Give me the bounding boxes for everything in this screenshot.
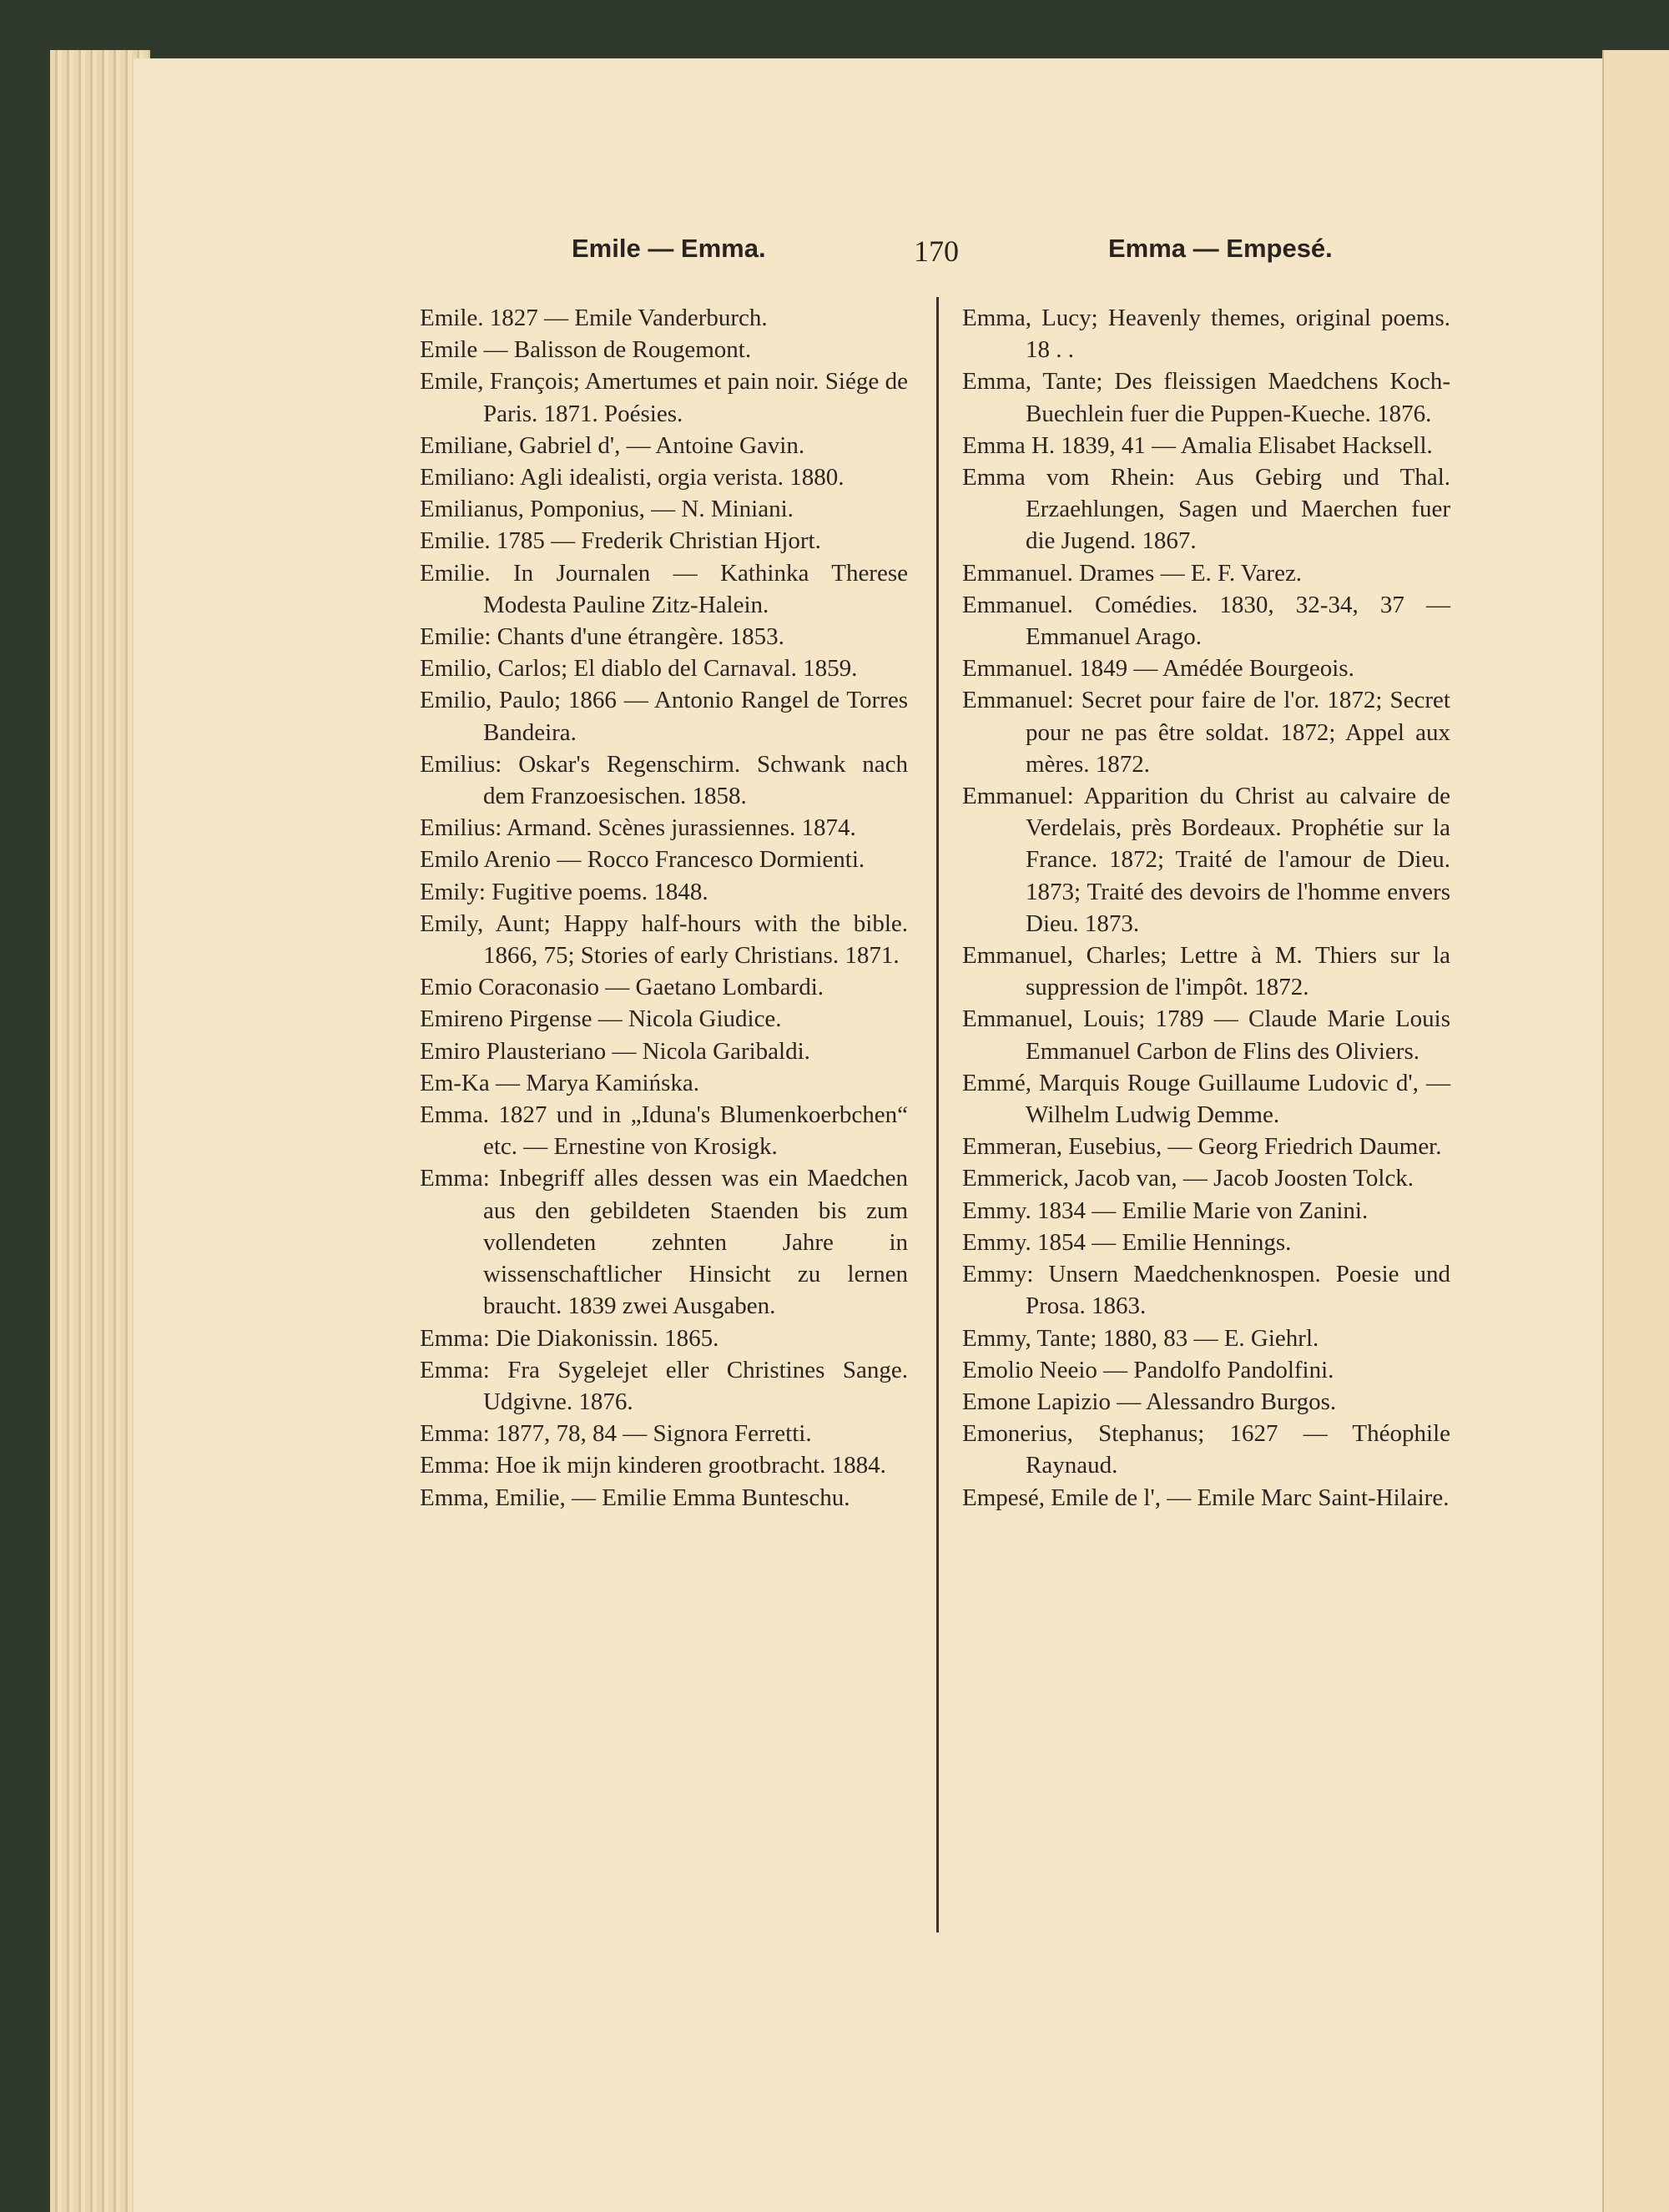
index-entry: Emma: 1877, 78, 84 — Signora Ferretti. bbox=[420, 1420, 812, 1448]
index-entry: Emmanuel, Louis; 1789 — Claude Marie Louis Emmanuel Carbon de Flins des Oliviers. bbox=[962, 1005, 1450, 1065]
running-head-right: Emma — Empesé. bbox=[1108, 234, 1333, 263]
index-entry: Emma. 1827 und in „Iduna's Blumenkoerbchen“ etc. — Ernestine von Krosigk. bbox=[420, 1101, 908, 1161]
index-entry: Emma, Emilie, — Emilie Emma Bunteschu. bbox=[420, 1484, 850, 1511]
index-entry: Emiliane, Gabriel d', — Antoine Gavin. bbox=[420, 431, 805, 459]
index-entry: Em-Ka — Marya Kamińska. bbox=[420, 1069, 700, 1096]
index-entry: Emmanuel. 1849 — Amédée Bourgeois. bbox=[962, 655, 1354, 683]
index-entry: Emilo Arenio — Rocco Francesco Dormienti. bbox=[420, 846, 865, 874]
index-entry: Empesé, Emile de l', — Emile Marc Saint-Hilaire. bbox=[962, 1484, 1450, 1511]
index-entry: Emilius: Armand. Scènes jurassiennes. 1874. bbox=[420, 814, 856, 842]
index-entry: Emilie. 1785 — Frederik Christian Hjort. bbox=[420, 527, 821, 555]
index-entry: Emilio, Carlos; El diablo del Carnaval. 1859. bbox=[420, 655, 858, 683]
adjacent-page-edge bbox=[1602, 50, 1669, 2212]
index-entry: Emilie. In Journalen — Kathinka Therese Modesta Pauline Zitz-Halein. bbox=[420, 559, 908, 618]
index-entry: Emma H. 1839, 41 — Amalia Elisabet Hacksell. bbox=[962, 431, 1433, 459]
page-number: 170 bbox=[914, 234, 959, 268]
index-entry: Emireno Pirgense — Nicola Giudice. bbox=[420, 1005, 782, 1033]
index-entry: Emmanuel: Secret pour faire de l'or. 1872; Secret pour ne pas être soldat. 1872; Appel aux mères. 1872. bbox=[962, 687, 1450, 778]
index-entry: Emma, Lucy; Heavenly themes, original poems. 18 . . bbox=[962, 305, 1450, 364]
index-entry: Emmanuel, Charles; Lettre à M. Thiers sur la suppression de l'impôt. 1872. bbox=[962, 942, 1450, 1001]
index-entry: Emmanuel. Comédies. 1830, 32-34, 37 — Emmanuel Arago. bbox=[962, 591, 1450, 651]
index-entry: Emma vom Rhein: Aus Gebirg und Thal. Erzaehlungen, Sagen und Maerchen fuer die Jugend. 1867. bbox=[962, 464, 1450, 555]
index-entry: Emmanuel: Apparition du Christ au calvaire de Verdelais, près Bordeaux. Prophétie sur la France. 1872; Traité de l'amour de Dieu. 1873; Traité des devoirs de l'homme envers Dieu. 1873. bbox=[962, 783, 1450, 937]
index-entry: Emmé, Marquis Rouge Guillaume Ludovic d', — Wilhelm Ludwig Demme. bbox=[962, 1069, 1450, 1129]
index-entry: Emilius: Oskar's Regenschirm. Schwank nach dem Franzoesischen. 1858. bbox=[420, 750, 908, 810]
index-entry: Emile. 1827 — Emile Vanderburch. bbox=[420, 305, 768, 331]
index-entry: Emily, Aunt; Happy half-hours with the bible. 1866, 75; Stories of early Christians. 1871. bbox=[420, 909, 908, 970]
index-entry: Emily: Fugitive poems. 1848. bbox=[420, 878, 708, 905]
left-column bbox=[420, 302, 908, 1514]
index-entry: Emilie: Chants d'une étrangère. 1853. bbox=[420, 623, 784, 651]
index-entry: Emio Coraconasio — Gaetano Lombardi. bbox=[420, 974, 824, 1001]
index-entry: Emmy. 1854 — Emilie Hennings. bbox=[962, 1228, 1292, 1256]
index-entry: Emilianus, Pomponius, — N. Miniani. bbox=[420, 496, 794, 523]
index-entry: Emilio, Paulo; 1866 — Antonio Rangel de Torres Bandeira. bbox=[420, 687, 908, 746]
index-entry: Emma: Fra Sygelejet eller Christines Sange. Udgivne. 1876. bbox=[420, 1356, 908, 1415]
index-entry: Emmanuel. Drames — E. F. Varez. bbox=[962, 559, 1303, 587]
index-entry: Emmy, Tante; 1880, 83 — E. Giehrl. bbox=[962, 1324, 1319, 1352]
index-entry: Emmy. 1834 — Emilie Marie von Zanini. bbox=[962, 1197, 1369, 1224]
index-entry: Emma: Die Diakonissin. 1865. bbox=[420, 1324, 719, 1352]
index-entry: Emolio Neeio — Pandolfo Pandolfini. bbox=[962, 1356, 1334, 1383]
index-entry: Emma, Tante; Des fleissigen Maedchens Koch-Buechlein fuer die Puppen-Kueche. 1876. bbox=[962, 368, 1450, 427]
index-entry: Emiro Plausteriano — Nicola Garibaldi. bbox=[420, 1037, 810, 1065]
column-divider bbox=[936, 297, 939, 1932]
index-entry: Emma: Inbegriff alles dessen was ein Maedchen aus den gebildeten Staenden bis zum vollendeten zehnten Jahre in wissenschaftlicher Hinsicht zu lernen braucht. 1839 zwei Ausgaben. bbox=[420, 1165, 908, 1320]
index-entry: Emonerius, Stephanus; 1627 — Théophile Raynaud. bbox=[962, 1420, 1450, 1479]
index-entry: Emmy: Unsern Maedchenknospen. Poesie und Prosa. 1863. bbox=[962, 1261, 1450, 1320]
right-column bbox=[962, 302, 1450, 1514]
index-entry: Emmeran, Eusebius, — Georg Friedrich Daumer. bbox=[962, 1133, 1442, 1161]
running-head-left: Emile — Emma. bbox=[572, 234, 766, 263]
index-entry: Emmerick, Jacob van, — Jacob Joosten Tolck. bbox=[962, 1165, 1414, 1192]
index-entry: Emma: Hoe ik mijn kinderen grootbracht. 1884. bbox=[420, 1452, 886, 1479]
index-entry: Emiliano: Agli idealisti, orgia verista. 1880. bbox=[420, 464, 845, 491]
index-entry: Emile, François; Amertumes et pain noir. Siége de Paris. 1871. Poésies. bbox=[420, 368, 908, 427]
index-entry: Emone Lapizio — Alessandro Burgos. bbox=[962, 1388, 1337, 1415]
index-entry: Emile — Balisson de Rougemont. bbox=[420, 336, 752, 364]
